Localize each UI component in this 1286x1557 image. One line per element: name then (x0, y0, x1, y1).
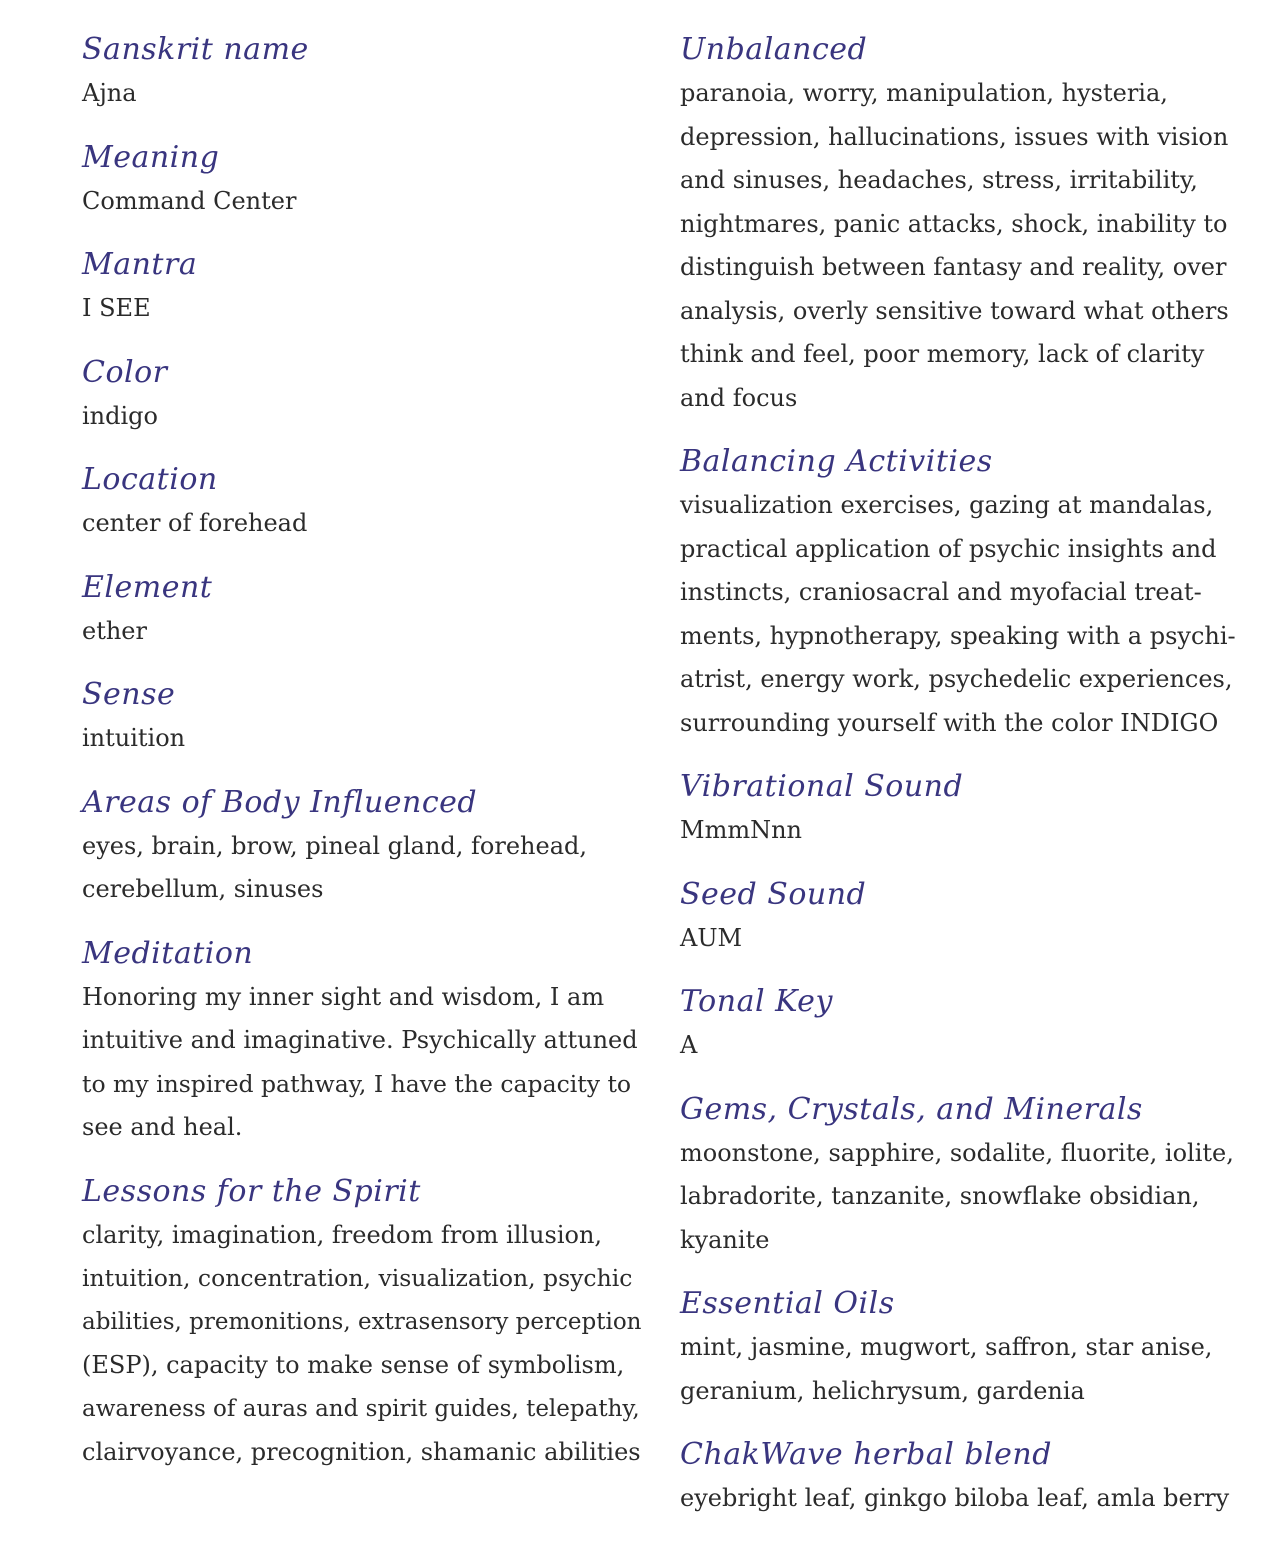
value-lessons (82, 1214, 642, 1475)
value-line: kyanite (680, 1225, 770, 1254)
entry-color (82, 351, 642, 439)
value-areas-of-body (82, 825, 642, 912)
value-line: Command Center (82, 186, 297, 215)
value-line: see and heal. (82, 1113, 243, 1141)
value-line: abilities, premonitions, extrasensory perception (82, 1308, 642, 1335)
value-unbalanced (680, 72, 1240, 420)
entry-gems-crystals (680, 1088, 1240, 1263)
value-line: awareness of auras and spirit guides, telepathy, (82, 1395, 640, 1422)
entry-meditation (82, 932, 642, 1150)
entry-element (82, 566, 642, 654)
heading-meditation: Meditation (82, 935, 254, 971)
value-line: labradorite, tanzanite, snowflake obsidian, (680, 1182, 1200, 1210)
value-line: clarity, imagination, freedom from illusion, (82, 1220, 603, 1249)
heading-meaning: Meaning (82, 139, 220, 175)
heading-vibrational-sound: Vibrational Sound (680, 769, 964, 804)
heading-lessons: Lessons for the Spirit (82, 1173, 421, 1209)
value-line: eyebright leaf, ginkgo biloba leaf, amla berry (680, 1484, 1230, 1512)
value-mantra (82, 287, 642, 331)
entry-unbalanced (680, 28, 1240, 420)
value-essential-oils (680, 1326, 1240, 1413)
entry-areas-of-body (82, 781, 642, 912)
value-herbal-blend (680, 1477, 1240, 1521)
value-color (82, 395, 642, 439)
value-line: ments, hypnotherapy, speaking with a psychi- (680, 621, 1236, 650)
value-line: intuitive and imaginative. Psychically attuned (82, 1026, 638, 1054)
entry-meaning (82, 136, 642, 224)
value-line: analysis, overly sensitive toward what others (680, 296, 1229, 325)
entry-mantra (82, 243, 642, 331)
entry-sense (82, 673, 642, 761)
heading-areas-of-body: Areas of Body Influenced (82, 784, 478, 820)
heading-location: Location (82, 462, 218, 497)
value-meditation (82, 976, 642, 1150)
heading-tonal-key: Tonal Key (680, 984, 833, 1019)
heading-herbal-blend: ChakWave herbal blend (680, 1437, 1052, 1472)
heading-sense: Sense (82, 677, 176, 712)
value-line: moonstone, sapphire, sodalite, fluorite, iolite, (680, 1138, 1234, 1167)
heading-sanskrit-name: Sanskrit name (82, 32, 309, 67)
value-line: distinguish between fantasy and reality, over (680, 253, 1227, 281)
value-line: mint, jasmine, mugwort, saffron, star anise, (680, 1333, 1213, 1361)
heading-gems-crystals: Gems, Crystals, and Minerals (680, 1091, 1143, 1127)
entry-balancing-activities (680, 440, 1240, 745)
heading-essential-oils: Essential Oils (680, 1286, 895, 1321)
value-line: instincts, craniosacral and myofacial treat- (680, 578, 1202, 606)
value-line: cerebellum, sinuses (82, 875, 324, 903)
value-line: MmmNnn (680, 816, 803, 844)
heading-unbalanced: Unbalanced (680, 32, 868, 67)
value-line: intuition (82, 724, 186, 752)
value-line: Honoring my inner sight and wisdom, I am (82, 982, 605, 1011)
value-balancing-activities (680, 484, 1240, 745)
entry-seed-sound (680, 873, 1240, 961)
value-seed-sound (680, 917, 1240, 961)
entry-essential-oils (680, 1282, 1240, 1413)
value-line: (ESP), capacity to make sense of symbolism, (82, 1351, 625, 1379)
value-sense (82, 717, 642, 761)
value-line: surrounding yourself with the color INDIGO (680, 708, 1219, 737)
entry-sanskrit-name (82, 28, 642, 116)
value-line: depression, hallucinations, issues with vision (680, 122, 1229, 151)
heading-seed-sound: Seed Sound (680, 876, 867, 912)
entry-vibrational-sound (680, 765, 1240, 853)
value-line: practical application of psychic insights and (680, 534, 1217, 563)
value-tonal-key (680, 1024, 1240, 1068)
value-line: ether (82, 616, 147, 645)
value-meaning (82, 180, 642, 224)
value-line: and focus (680, 383, 798, 412)
entry-lessons (82, 1170, 642, 1475)
value-line: A (680, 1031, 698, 1059)
value-line: paranoia, worry, manipulation, hysteria, (680, 79, 1168, 107)
value-line: eyes, brain, brow, pineal gland, forehead, (82, 831, 588, 860)
value-line: to my inspired pathway, I have the capacity to (82, 1069, 632, 1098)
heading-balancing-activities: Balancing Activities (680, 444, 993, 479)
value-line: and sinuses, headaches, stress, irritability, (680, 166, 1198, 194)
value-line: atrist, energy work, psychedelic experiences, (680, 665, 1233, 693)
value-line: intuition, concentration, visualization, psychic (82, 1264, 633, 1292)
value-line: visualization exercises, gazing at mandalas, (680, 491, 1214, 519)
entry-location (82, 458, 642, 546)
right-column (680, 28, 1240, 1521)
entry-herbal-blend (680, 1433, 1240, 1521)
value-line: clairvoyance, precognition, shamanic abilities (82, 1438, 641, 1466)
value-line: Ajna (82, 79, 137, 107)
left-column (82, 28, 642, 1475)
value-line: indigo (82, 401, 158, 430)
value-element (82, 610, 642, 654)
value-line: center of forehead (82, 509, 308, 537)
value-sanskrit-name (82, 72, 642, 116)
entry-tonal-key (680, 980, 1240, 1068)
value-line: I SEE (82, 294, 151, 322)
value-vibrational-sound (680, 809, 1240, 853)
heading-element: Element (82, 569, 213, 605)
value-location (82, 502, 642, 546)
value-line: nightmares, panic attacks, shock, inability to (680, 209, 1228, 238)
value-line: geranium, helichrysum, gardenia (680, 1376, 1085, 1405)
heading-color: Color (82, 354, 168, 390)
value-gems-crystals (680, 1132, 1240, 1263)
value-line: think and feel, poor memory, lack of clarity (680, 340, 1205, 368)
value-line: AUM (680, 923, 743, 952)
heading-mantra: Mantra (82, 247, 198, 282)
